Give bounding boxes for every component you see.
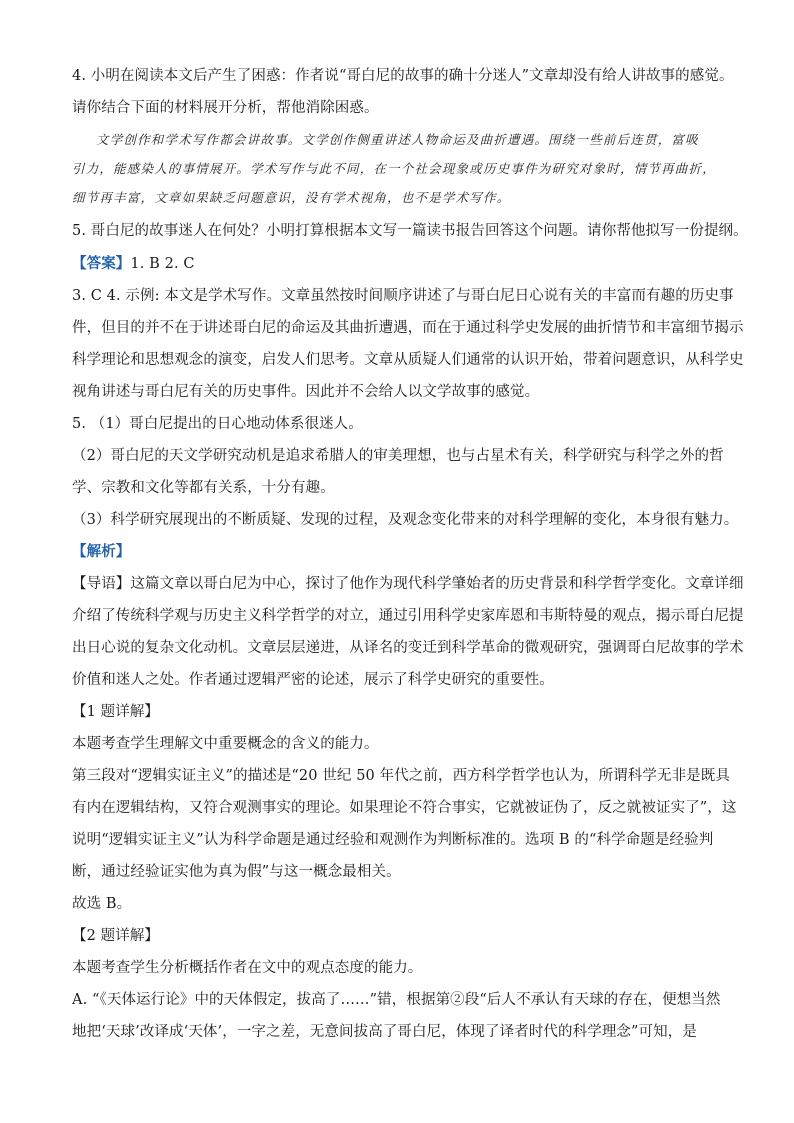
detail-text: 本题考查学生理解文中重要概念的含义的能力。 bbox=[72, 736, 379, 752]
guide-text: 出日心说的复杂文化动机。文章层层递进，从译名的变迁到科学革命的微观研究，强调哥白尼故事的学术 bbox=[72, 640, 744, 656]
detail-text: A. “《天体运行论》中的天体假定，拔高了……”错，根据第②段“后人不承认有天球的存在，便想当然 bbox=[72, 992, 721, 1008]
detail-text: 第三段对“逻辑实证主义”的描述是“20 世纪 50 年代之前，西方科学哲学也认为，所谓科学无非是既具 bbox=[72, 768, 730, 784]
guide-text: 价值和迷人之处。作者通过逻辑严密的论述，展示了科学史研究的重要性。 bbox=[72, 672, 554, 688]
detail-text: 故选 B。 bbox=[72, 896, 132, 912]
detail-text: 地把‘天球’改译成‘天体’，一字之差，无意间拔高了哥白尼，体现了译者时代的科学理念”可知，是 bbox=[72, 1024, 697, 1040]
question-4-text: 4. 小明在阅读本文后产生了困惑：作者说“哥白尼的故事的确十分迷人”文章却没有给人讲故事的感觉。 bbox=[72, 68, 734, 84]
answer-1-2: 1. B 2. C bbox=[130, 256, 195, 272]
answer-5-item: （3）科学研究展现出的不断质疑、发现的过程，及观念变化带来的对科学理解的变化，本身很有魅力。 bbox=[72, 512, 739, 528]
answer-tag: 【答案】 bbox=[72, 255, 131, 272]
detail-text: 本题考查学生分析概括作者在文中的观点态度的能力。 bbox=[72, 960, 423, 976]
question-5-text: 5. 哥白尼的故事迷人在何处？小明打算根据本文写一篇读书报告回答这个问题。请你帮他拟写一份提纲。 bbox=[72, 223, 748, 239]
answer-line bbox=[72, 254, 195, 274]
answer-text: 3. C 4. 示例: 本文是学术写作。文章虽然按时间顺序讲述了与哥白尼日心说有关的丰富而有趣的历史事 bbox=[72, 288, 734, 304]
question-4-text: 请你结合下面的材料展开分析，帮他消除困惑。 bbox=[72, 100, 379, 116]
answer-text: 件，但目的并不在于讲述哥白尼的命运及其曲折遭遇，而在于通过科学史发展的曲折情节和丰富细节揭示 bbox=[72, 320, 744, 336]
detail-text: 断，通过经验证实他为真为假”与这一概念最相关。 bbox=[72, 864, 401, 880]
material-text: 细节再丰富，文章如果缺乏问题意识，没有学术视角，也不是学术写作。 bbox=[72, 190, 511, 205]
analysis-tag: 【解析】 bbox=[72, 543, 131, 560]
guide-text: 介绍了传统科学观与历史主义科学哲学的对立，通过引用科学史家库恩和韦斯特曼的观点，揭示哥白尼提 bbox=[72, 608, 744, 624]
material-text: 文学创作和学术写作都会讲故事。文学创作侧重讲述人物命运及曲折遭遇。围绕一些前后连贯，富吸 bbox=[96, 132, 699, 147]
detail-heading-2: 【2 题详解】 bbox=[72, 928, 160, 944]
detail-text: 说明“逻辑实证主义”认为科学命题是通过经验和观测作为判断标准的。选项 B 的“科学命题是经验判 bbox=[72, 832, 714, 848]
answer-5-item: 学、宗教和文化等都有关系，十分有趣。 bbox=[72, 480, 335, 496]
answer-5-item: 5. （1）哥白尼提出的日心地动体系很迷人。 bbox=[72, 416, 363, 432]
answer-5-item: （2）哥白尼的天文学研究动机是追求希腊人的审美理想，也与占星术有关，科学研究与科学之外的哲 bbox=[72, 448, 724, 464]
material-text: 引力，能感染人的事情展开。学术写作与此不同，在一个社会现象或历史事件为研究对象时，情节再曲折， bbox=[72, 161, 716, 176]
detail-heading-1: 【1 题详解】 bbox=[72, 704, 160, 720]
answer-text: 视角讲述与哥白尼有关的历史事件。因此并不会给人以文学故事的感觉。 bbox=[72, 384, 540, 400]
guide-text: 【导语】这篇文章以哥白尼为中心，探讨了他作为现代科学肇始者的历史背景和科学哲学变化。文章详细 bbox=[72, 576, 744, 592]
guide-tag: 【导语】 bbox=[72, 576, 131, 592]
detail-text: 有内在逻辑结构，又符合观测事实的理论。如果理论不符合事实，它就被证伪了，反之就被证实了”，这 bbox=[72, 800, 737, 816]
answer-text: 科学理论和思想观念的演变，启发人们思考。文章从质疑人们通常的认识开始，带着问题意识，从科学史 bbox=[72, 352, 744, 368]
